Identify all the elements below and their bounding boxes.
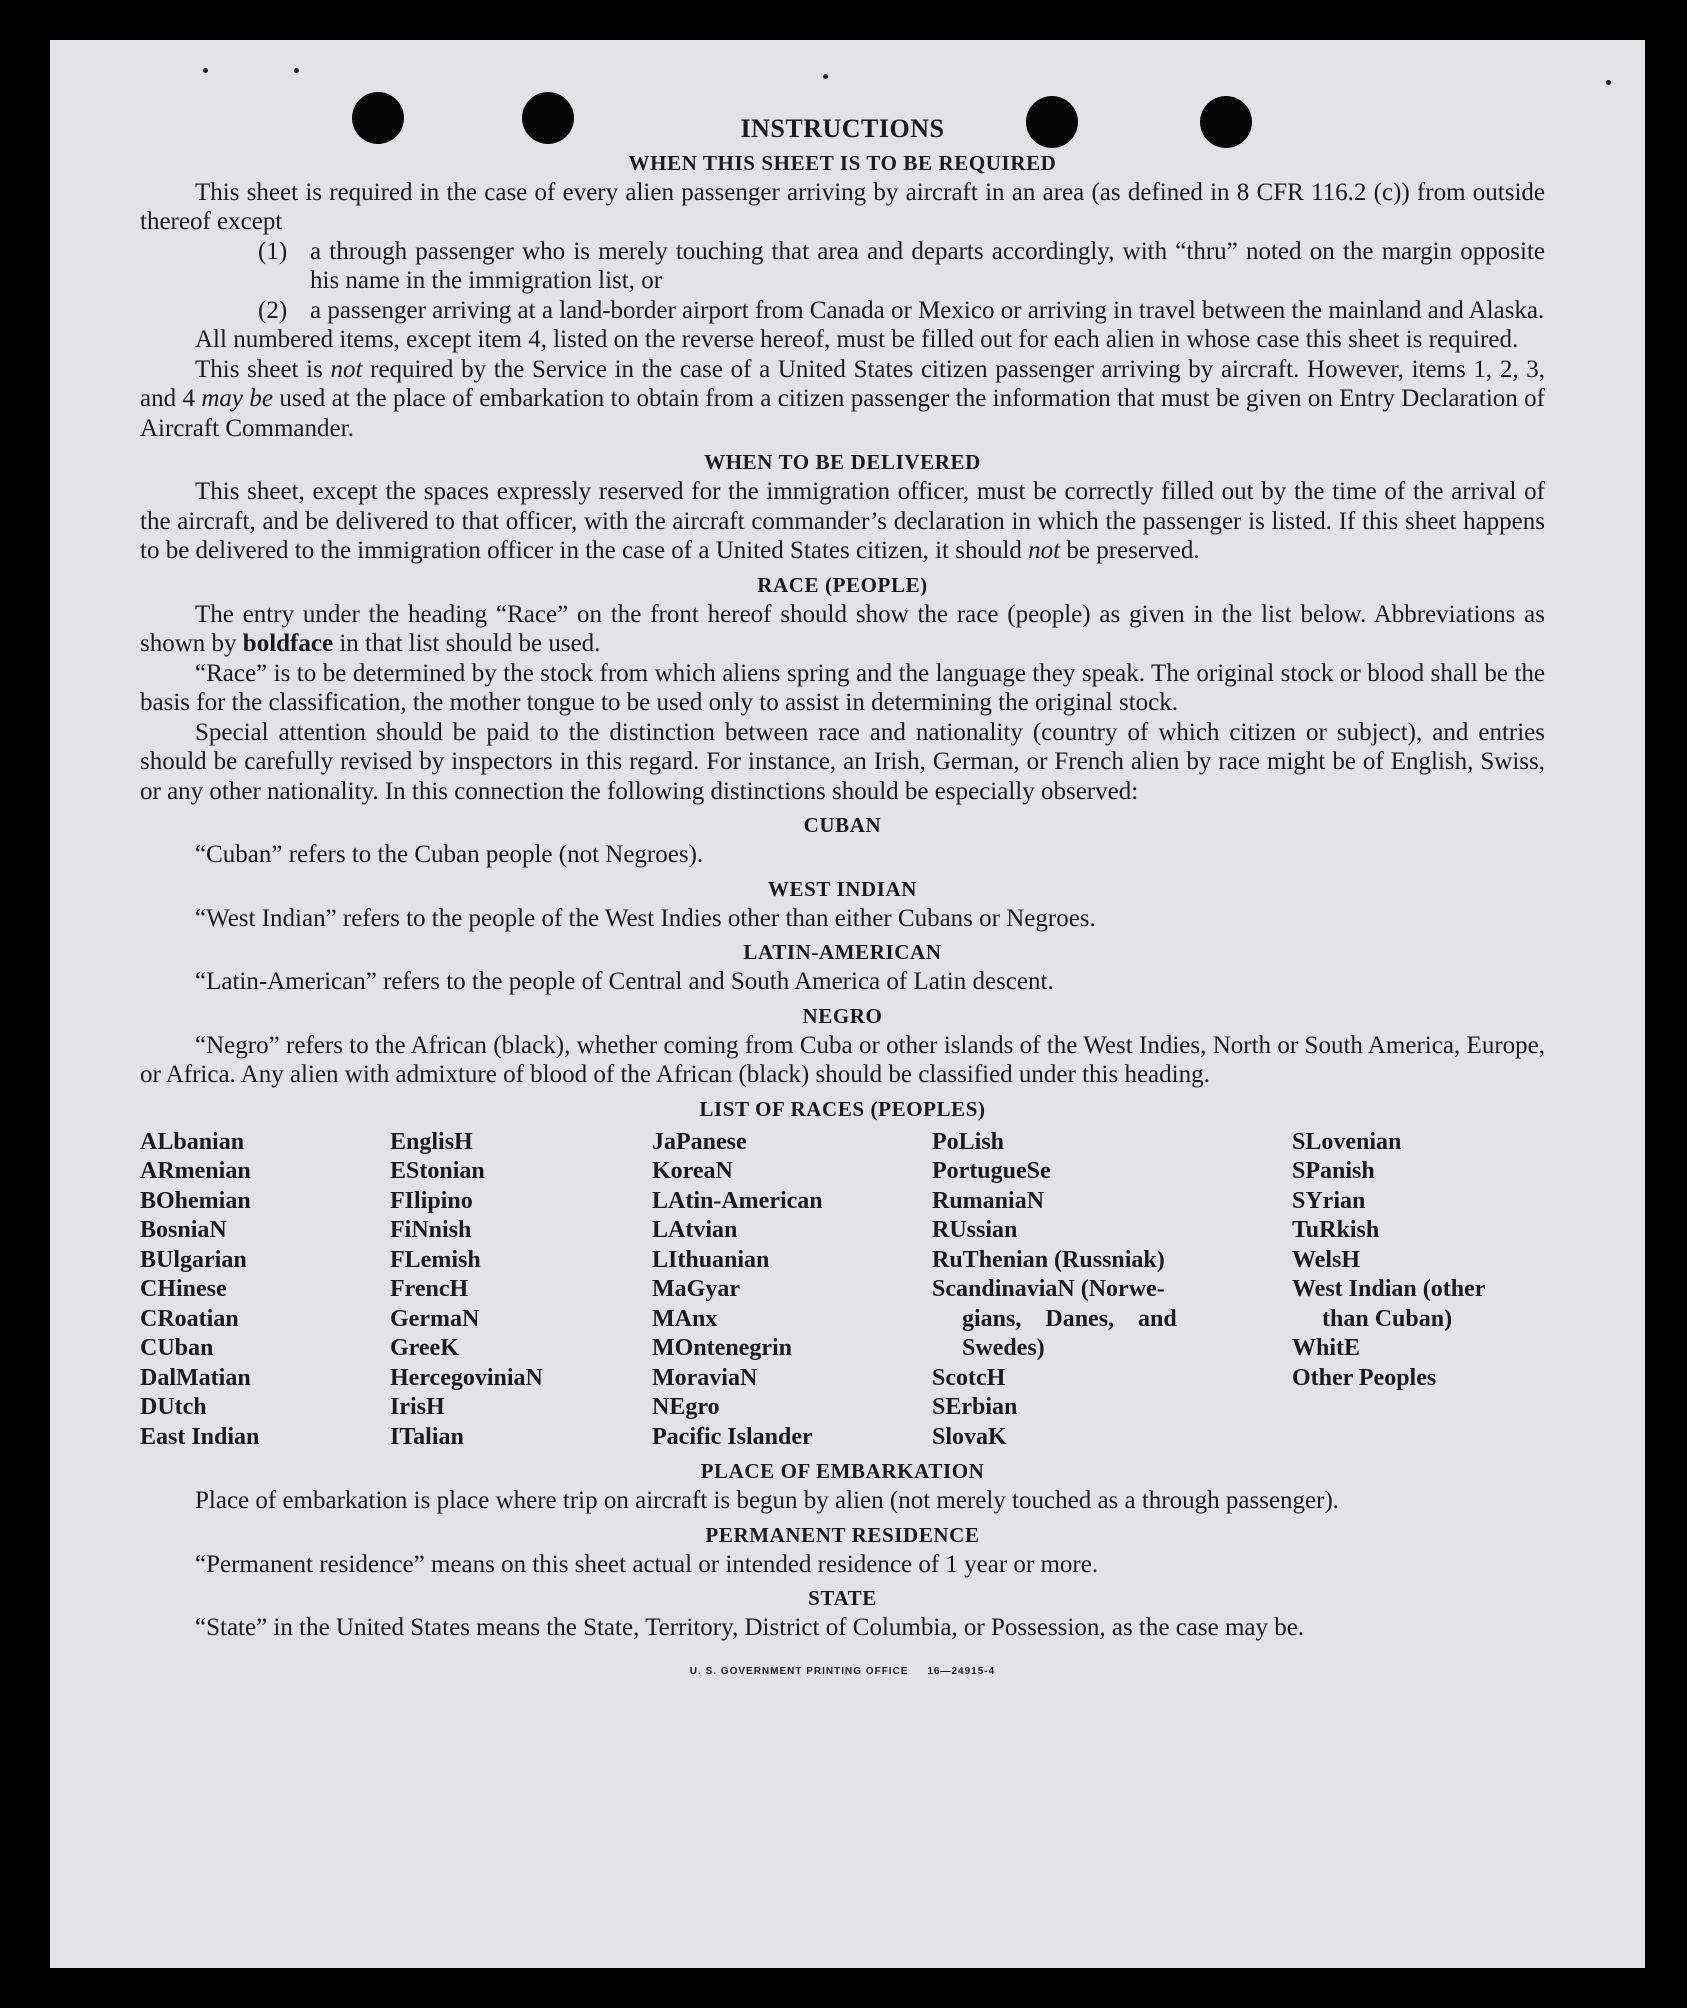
section-heading: RACE (PEOPLE) bbox=[757, 572, 928, 597]
text-run: be preserved. bbox=[1060, 537, 1200, 564]
race-entry: SLovenian bbox=[1292, 1128, 1402, 1155]
race-entry: ScotcH bbox=[932, 1364, 1006, 1391]
text-run: The entry under the heading “Race” on the front hereof should show the race (people) as given in the list below. Abbreviations as shown by bbox=[140, 600, 1545, 657]
race-entry: FiNnish bbox=[390, 1217, 472, 1243]
race-entry: RuThenian (Russniak) bbox=[932, 1246, 1165, 1273]
races-group bbox=[1292, 1128, 1545, 1276]
text-run: used at the place of embarkation to obtain from a citizen passenger the information that must be given on Entry Declaration of Aircraft Commander. bbox=[140, 385, 1546, 442]
paragraph: This sheet is required in the case of every alien passenger arriving by aircraft in an area (as defined in 8 CFR 116.2 (c)) from outside thereof except bbox=[140, 178, 1545, 235]
races-column bbox=[390, 1128, 652, 1453]
printer-imprint: U. S. GOVERNMENT PRINTING OFFICE 16—24915-4 bbox=[689, 1665, 996, 1677]
instructions-body bbox=[140, 114, 1545, 1686]
ink-speck bbox=[823, 74, 828, 79]
paragraph: “Negro” refers to the African (black), whether coming from Cuba or other islands of the West Indies, North or South America, Europe, or Africa. Any alien with admixture of blood of the African (black) should be classified under this heading. bbox=[140, 1031, 1545, 1088]
race-entry: ARmenian bbox=[140, 1158, 251, 1184]
race-entry: PortugueSe bbox=[932, 1158, 1051, 1184]
races-column bbox=[932, 1128, 1292, 1453]
race-entry: SErbian bbox=[932, 1394, 1018, 1420]
paragraph: “Permanent residence” means on this sheet actual or intended residence of 1 year or more. bbox=[195, 1550, 1099, 1578]
race-entry: MaGyar bbox=[652, 1276, 740, 1302]
bold-text: boldface bbox=[242, 630, 334, 657]
paragraph: “State” in the United States means the State, Territory, District of Columbia, or Possession, as the case may be. bbox=[195, 1614, 1305, 1641]
race-entry: ALbanian bbox=[140, 1128, 245, 1155]
races-column bbox=[652, 1128, 932, 1453]
race-entry-cont: Swedes) bbox=[962, 1335, 1045, 1361]
race-entry: EStonian bbox=[390, 1158, 485, 1184]
races-table bbox=[140, 1128, 1545, 1453]
list-item bbox=[140, 237, 1545, 296]
text-run: in that list should be used. bbox=[333, 630, 601, 657]
race-entry: LAtvian bbox=[652, 1217, 738, 1243]
paragraph bbox=[140, 477, 1545, 566]
race-entry: CHinese bbox=[140, 1276, 227, 1302]
race-entry: RUssian bbox=[932, 1217, 1018, 1243]
paragraph: “Race” is to be determined by the stock from which aliens spring and the language they speak. The original stock or blood shall be the basis for the classification, the mother tongue to be used only to assist in determining the original stock. bbox=[140, 659, 1545, 716]
race-entry: CRoatian bbox=[140, 1305, 239, 1332]
section-heading: CUBAN bbox=[803, 813, 882, 837]
paragraph: Special attention should be paid to the distinction between race and nationality (country of which citizen or subject), and entries should be carefully revised by inspectors in this regard. For instance, an Irish, German, or French alien by race might be of English, Swiss, or any other nationality. In this connection the following distinctions should be especially observed: bbox=[140, 718, 1545, 805]
race-entry: EnglisH bbox=[390, 1128, 473, 1155]
race-entry: CUban bbox=[140, 1335, 214, 1361]
paragraph: “West Indian” refers to the people of the West Indies other than either Cubans or Negroes. bbox=[195, 904, 1096, 932]
race-entry: ScandinaviaN (Norwe- bbox=[932, 1276, 1165, 1302]
section-state bbox=[140, 1585, 1545, 1643]
race-entry: BosniaN bbox=[140, 1217, 227, 1243]
paragraph: “Latin-American” refers to the people of Central and South America of Latin descent. bbox=[195, 968, 1054, 995]
race-entry: GreeK bbox=[390, 1335, 459, 1361]
text-run: required by the Service in the case of a United States citizen passenger arriving by aircraft. However, items 1, 2, 3, and 4 bbox=[140, 355, 1545, 412]
section-when-required bbox=[140, 150, 1545, 444]
race-entry: SPanish bbox=[1292, 1158, 1375, 1184]
item-number: (2) bbox=[258, 296, 288, 324]
section-negro bbox=[140, 1003, 1545, 1090]
emphasis: not bbox=[330, 355, 363, 383]
race-entry: West Indian (other bbox=[1292, 1276, 1486, 1302]
race-entry: SlovaK bbox=[932, 1423, 1007, 1450]
race-entry: GermaN bbox=[390, 1305, 480, 1332]
race-entry: DUtch bbox=[140, 1394, 207, 1420]
race-entry: NEgro bbox=[652, 1394, 720, 1420]
race-entry: East Indian bbox=[140, 1423, 260, 1450]
race-entry: DalMatian bbox=[140, 1364, 251, 1391]
race-entry: TuRkish bbox=[1292, 1217, 1380, 1243]
race-entry: FIlipino bbox=[390, 1187, 473, 1214]
ink-speck bbox=[203, 68, 208, 73]
document-sheet bbox=[50, 40, 1645, 1968]
paragraph bbox=[140, 355, 1545, 444]
race-entry: RumaniaN bbox=[932, 1187, 1045, 1214]
race-entry-cont: gians, Danes, and bbox=[962, 1305, 1177, 1332]
section-race bbox=[140, 572, 1545, 807]
race-entry: LAtin-American bbox=[652, 1187, 823, 1214]
section-heading: WHEN THIS SHEET IS TO BE REQUIRED bbox=[628, 150, 1057, 175]
races-group bbox=[932, 1128, 1292, 1276]
races-column bbox=[1292, 1128, 1545, 1453]
race-entry: SYrian bbox=[1292, 1187, 1366, 1214]
race-entry: KoreaN bbox=[652, 1158, 733, 1184]
item-text: a passenger arriving at a land-border airport from Canada or Mexico or arriving in travel between the mainland and Alaska. bbox=[310, 296, 1545, 324]
race-entry: Other Peoples bbox=[1292, 1364, 1437, 1391]
race-entry: IrisH bbox=[390, 1394, 445, 1420]
section-heading: PERMANENT RESIDENCE bbox=[705, 1522, 980, 1547]
race-entry: PoLish bbox=[932, 1128, 1005, 1155]
emphasis: not bbox=[1028, 537, 1061, 564]
race-entry: BOhemian bbox=[140, 1187, 251, 1214]
race-entry: FrencH bbox=[390, 1276, 469, 1302]
section-heading: LATIN-AMERICAN bbox=[743, 940, 942, 964]
race-entry: MOntenegrin bbox=[652, 1335, 792, 1361]
race-entry: JaPanese bbox=[652, 1128, 747, 1155]
races-group bbox=[1292, 1334, 1545, 1393]
race-entry: FLemish bbox=[390, 1246, 481, 1273]
section-heading: PLACE OF EMBARKATION bbox=[700, 1459, 985, 1483]
section-heading: NEGRO bbox=[802, 1003, 883, 1028]
paragraph: All numbered items, except item 4, listed on the reverse hereof, must be filled out for each alien in whose case this sheet is required. bbox=[195, 326, 1519, 353]
race-entry: MoraviaN bbox=[652, 1364, 758, 1391]
race-entry: LIthuanian bbox=[652, 1246, 770, 1273]
page-title: INSTRUCTIONS bbox=[740, 114, 945, 143]
section-latin-american bbox=[140, 939, 1545, 997]
section-list-of-races bbox=[140, 1096, 1545, 1453]
race-entry: Pacific Islander bbox=[652, 1423, 813, 1450]
races-group bbox=[932, 1364, 1292, 1453]
section-heading: WEST INDIAN bbox=[767, 876, 918, 901]
race-entry: HercegoviniaN bbox=[390, 1364, 543, 1391]
item-text: a through passenger who is merely touching that area and departs accordingly, with “thru” noted on the margin opposite his name in the immigration list, or bbox=[310, 237, 1545, 294]
section-when-delivered bbox=[140, 449, 1545, 566]
race-entry: BUlgarian bbox=[140, 1246, 247, 1273]
section-permanent-residence bbox=[140, 1522, 1545, 1580]
text-run: This sheet, except the spaces expressly reserved for the immigration officer, must be correctly filled out by the time of the arrival of the aircraft, and be delivered to that officer, with the aircraft commander’s declaration in which the passenger is listed. If this sheet happens to be delivered to the immigration officer in the case of a United States citizen, it should bbox=[140, 478, 1545, 564]
section-heading: WHEN TO BE DELIVERED bbox=[704, 450, 981, 474]
section-west-indian bbox=[140, 876, 1545, 934]
exceptions-list bbox=[140, 237, 1545, 326]
race-entry: ITalian bbox=[390, 1423, 464, 1450]
section-embarkation bbox=[140, 1458, 1545, 1516]
paragraph bbox=[140, 600, 1545, 659]
race-entry-cont: than Cuban) bbox=[1322, 1305, 1453, 1332]
section-heading: STATE bbox=[808, 1586, 877, 1610]
races-column bbox=[140, 1128, 390, 1453]
ink-speck bbox=[1606, 80, 1611, 85]
race-entry: MAnx bbox=[652, 1305, 718, 1332]
race-entry: WelsH bbox=[1292, 1246, 1361, 1273]
item-number: (1) bbox=[258, 237, 288, 265]
emphasis: may be bbox=[201, 385, 274, 412]
paragraph: Place of embarkation is place where trip on aircraft is begun by alien (not merely touched as a through passenger). bbox=[195, 1487, 1340, 1514]
section-heading: LIST OF RACES (PEOPLES) bbox=[699, 1096, 986, 1121]
list-item bbox=[140, 296, 1545, 326]
race-entry: WhitE bbox=[1292, 1335, 1361, 1361]
section-cuban bbox=[140, 812, 1545, 870]
text-run: This sheet is bbox=[195, 355, 331, 383]
ink-speck bbox=[294, 68, 299, 73]
paragraph: “Cuban” refers to the Cuban people (not Negroes). bbox=[195, 841, 704, 868]
